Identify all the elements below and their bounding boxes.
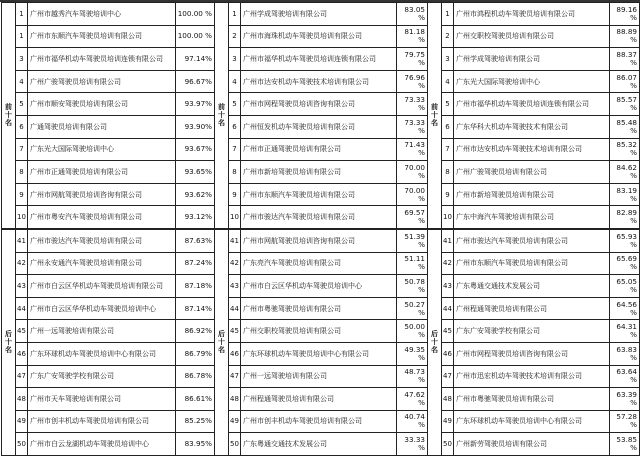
pass-rate-cell: 85.57 % [610,93,640,116]
rank-cell: 46 [442,342,454,365]
group-label-bottom-ten: 后十名 [428,229,442,455]
pass-rate-cell: 86.78% [176,365,215,388]
table-row [428,410,640,433]
pass-rate-cell: 86.61% [176,388,215,411]
pass-rate-cell: 88.89 % [610,25,640,48]
table-row [215,433,428,456]
table-row [428,275,640,298]
rank-cell: 50 [229,433,241,456]
school-name-cell: 广州市福华机动车驾驶员培训连锁有限公司 [28,48,176,71]
ranking-table [214,2,428,456]
rank-cell: 42 [16,252,28,275]
rank-cell: 3 [442,48,454,71]
table-row [2,70,215,93]
rank-cell: 49 [442,410,454,433]
pass-rate-cell: 93.62% [176,183,215,206]
pass-rate-cell: 65.93 % [610,229,640,252]
school-name-cell: 广州市粤安汽车驾驶员培训有限公司 [28,206,176,229]
table-row [2,320,215,343]
school-name-cell: 广东环球机动车驾驶员培训中心有限公司 [241,342,397,365]
pass-rate-cell: 70.00 % [397,161,428,184]
rank-cell: 41 [229,229,241,252]
pass-rate-cell: 86.79% [176,342,215,365]
school-name-cell: 广州市骏达汽车驾驶员培训有限公司 [241,206,397,229]
pass-rate-cell: 73.33 % [397,93,428,116]
table-row [428,70,640,93]
pass-rate-cell: 48.73 % [397,365,428,388]
table-row [428,229,640,252]
pass-rate-cell: 73.33 % [397,115,428,138]
school-name-cell: 广州永安通汽车驾驶员培训有限公司 [28,252,176,275]
rank-cell: 9 [16,183,28,206]
school-name-cell: 广州恒发机动车驾驶员培训有限公司 [241,115,397,138]
table-row [215,297,428,320]
pass-rate-cell: 50.78 % [397,275,428,298]
rank-cell: 8 [442,161,454,184]
group-label-bottom-ten: 后十名 [215,229,229,455]
school-name-cell: 广东广安驾驶学校有限公司 [454,320,610,343]
school-name-cell: 广通驾驶员培训有限公司 [28,115,176,138]
pass-rate-cell: 33.33 % [397,433,428,456]
rank-cell: 42 [229,252,241,275]
pass-rate-cell: 57.28 % [610,410,640,433]
pass-rate-cell: 79.75 % [397,48,428,71]
pass-rate-cell: 64.31 % [610,320,640,343]
pass-rate-cell: 70.00 % [397,183,428,206]
rank-cell: 3 [16,48,28,71]
rank-cell: 10 [16,206,28,229]
pass-rate-cell: 47.62 % [397,388,428,411]
table-row [2,433,215,456]
table-row [2,161,215,184]
rank-cell: 41 [442,229,454,252]
rank-cell: 47 [442,365,454,388]
school-name-cell: 广州市正通驾驶员培训有限公司 [241,138,397,161]
school-name-cell: 广州市白云区华机动车驾驶员培训有限公司 [28,275,176,298]
pass-rate-cell: 64.56 % [610,297,640,320]
rank-cell: 7 [229,138,241,161]
pass-rate-cell: 93.65% [176,161,215,184]
pass-rate-cell: 87.63% [176,229,215,252]
rank-cell: 5 [16,93,28,116]
table-row [215,138,428,161]
table-row [2,3,215,26]
table-row [215,252,428,275]
pass-rate-cell: 89.16 % [610,3,640,26]
rank-cell: 2 [442,25,454,48]
table-row [428,3,640,26]
pass-rate-cell: 83.19 % [610,183,640,206]
school-name-cell: 广州广骏驾驶员培训有限公司 [454,161,610,184]
ranking-panel-3 [427,2,640,456]
table-row [428,138,640,161]
school-name-cell: 广州市福华机动车驾驶员培训连锁有限公司 [241,48,397,71]
rank-cell: 10 [442,206,454,229]
table-row [215,25,428,48]
table-row [428,161,640,184]
school-name-cell: 广东粤通交通技术发展公司 [241,433,397,456]
table-row [2,93,215,116]
pass-rate-cell: 63.64 % [610,365,640,388]
table-row [2,48,215,71]
rank-cell: 4 [229,70,241,93]
table-row [2,25,215,48]
rank-cell: 6 [229,115,241,138]
rank-cell: 8 [16,161,28,184]
school-name-cell: 广州市正通驾驶员培训有限公司 [28,161,176,184]
table-row [215,3,428,26]
rank-cell: 9 [442,183,454,206]
school-name-cell: 广州市创丰机动车驾驶员培训有限公司 [241,410,397,433]
school-name-cell: 广东光大国际驾驶培训中心 [454,70,610,93]
table-row [428,297,640,320]
pass-rate-cell: 87.14% [176,297,215,320]
rank-cell: 44 [229,297,241,320]
school-name-cell: 广州学成驾驶培训有限公司 [241,3,397,26]
table-row [215,410,428,433]
rank-cell: 9 [229,183,241,206]
rank-cell: 1 [16,25,28,48]
table-row [2,297,215,320]
rank-cell: 44 [16,297,28,320]
pass-rate-cell: 63.83 % [610,342,640,365]
school-name-cell: 广州市粤驰驾驶员培训有限公司 [241,297,397,320]
table-row [215,183,428,206]
school-name-cell: 广州程通驾驶员培训有限公司 [454,297,610,320]
pass-rate-cell: 100.00 % [176,25,215,48]
pass-rate-cell: 81.18 % [397,25,428,48]
rank-cell: 49 [16,410,28,433]
school-name-cell: 广州市达安机动车驾驶技术培训有限公司 [454,138,610,161]
table-row [215,342,428,365]
table-row [428,433,640,456]
rank-cell: 7 [442,138,454,161]
table-row [2,342,215,365]
table-row [428,48,640,71]
rank-cell: 48 [16,388,28,411]
rank-cell: 46 [229,342,241,365]
rank-cell: 1 [442,3,454,26]
rank-cell: 2 [229,25,241,48]
rank-cell: 6 [16,115,28,138]
pass-rate-cell: 93.97% [176,93,215,116]
school-name-cell: 广东华科大机动车驾驶技术有限公司 [454,115,610,138]
table-row [428,115,640,138]
school-name-cell: 广东光大国际驾驶培训中心 [28,138,176,161]
ranking-table [1,2,215,456]
table-row [2,229,215,252]
school-name-cell: 广州市网程驾驶员培训咨询有限公司 [454,342,610,365]
table-row [215,388,428,411]
rank-cell: 5 [442,93,454,116]
pass-rate-cell: 93.67% [176,138,215,161]
school-name-cell: 广州市创丰机动车驾驶员培训有限公司 [28,410,176,433]
rank-cell: 45 [442,320,454,343]
school-name-cell: 广州程通驾驶员培训有限公司 [241,388,397,411]
pass-rate-cell: 83.95% [176,433,215,456]
pass-rate-cell: 40.74 % [397,410,428,433]
table-row [215,320,428,343]
table-row [428,320,640,343]
pass-rate-cell: 96.67% [176,70,215,93]
rank-cell: 8 [229,161,241,184]
school-name-cell: 广州市白云区华华机动车驾驶员培训中心 [28,297,176,320]
table-row [428,206,640,229]
school-name-cell: 广州一远驾驶培训有限公司 [241,365,397,388]
pass-rate-cell: 86.07 % [610,70,640,93]
rank-cell: 44 [442,297,454,320]
rank-cell: 45 [16,320,28,343]
table-row [215,93,428,116]
school-name-cell: 广东亮汽车驾驶员培训有限公司 [241,252,397,275]
table-row [428,93,640,116]
rank-cell: 43 [442,275,454,298]
pass-rate-cell: 50.27 % [397,297,428,320]
table-row [428,388,640,411]
rank-cell: 47 [229,365,241,388]
table-row [215,365,428,388]
pass-rate-cell: 51.39 % [397,229,428,252]
pass-rate-cell: 85.48 % [610,115,640,138]
table-row [2,388,215,411]
pass-rate-cell: 93.12% [176,206,215,229]
pass-rate-cell: 93.90% [176,115,215,138]
school-name-cell: 广州市福华机动车驾驶员培训连锁有限公司 [454,93,610,116]
school-name-cell: 广东环球机动车驾驶员培训中心有限公司 [28,342,176,365]
table-row [215,275,428,298]
pass-rate-cell: 87.24% [176,252,215,275]
rank-cell: 42 [442,252,454,275]
school-name-cell: 广州市东顺汽车驾驶员培训有限公司 [241,183,397,206]
ranking-panel-2 [214,2,428,456]
rank-cell: 48 [442,388,454,411]
pass-rate-cell: 87.18% [176,275,215,298]
school-name-cell: 广州市迅宏机动车驾驶技术培训有限公司 [454,365,610,388]
school-name-cell: 广州市粤驰驾驶员培训有限公司 [454,388,610,411]
school-name-cell: 广州市鸿程机动车驾驶员培训有限公司 [454,3,610,26]
rank-cell: 47 [16,365,28,388]
school-name-cell: 广州交职校驾驶员培训有限公司 [454,25,610,48]
school-name-cell: 广东环球机动车驾驶员培训中心有限公司 [454,410,610,433]
school-name-cell: 广州市海珠机动车驾驶员培训有限公司 [241,25,397,48]
group-label-top-ten: 前十名 [428,3,442,229]
table-row [215,229,428,252]
rank-cell: 49 [229,410,241,433]
school-name-cell: 广州市白云龙湖机动车驾驶员培训中心 [28,433,176,456]
school-name-cell: 广州市天车驾驶培训有限公司 [28,388,176,411]
ranking-table [427,2,640,456]
table-row [2,410,215,433]
school-name-cell: 广东中海汽车驾驶培训有限公司 [454,206,610,229]
table-row [215,161,428,184]
rank-cell: 4 [442,70,454,93]
school-name-cell: 广州市顺安驾驶员培训有限公司 [28,93,176,116]
rank-cell: 4 [16,70,28,93]
school-name-cell: 广州市越秀汽车驾驶培训中心 [28,3,176,26]
school-name-cell: 广州市新培驾驶员培训有限公司 [454,183,610,206]
rank-cell: 45 [229,320,241,343]
school-name-cell: 广州交职校驾驶员培训有限公司 [241,320,397,343]
school-name-cell: 广州市东顺汽车驾驶员培训有限公司 [28,25,176,48]
pass-rate-cell: 88.37 % [610,48,640,71]
pass-rate-cell: 51.11 % [397,252,428,275]
school-name-cell: 广州一远驾驶培训有限公司 [28,320,176,343]
table-row [215,70,428,93]
rank-cell: 1 [16,3,28,26]
rank-cell: 48 [229,388,241,411]
table-row [428,252,640,275]
pass-rate-cell: 85.25% [176,410,215,433]
group-label-bottom-ten: 后十名 [2,229,16,455]
pass-rate-cell: 86.92% [176,320,215,343]
pass-rate-cell: 65.69 % [610,252,640,275]
rank-cell: 50 [442,433,454,456]
school-name-cell: 广州市新培驾驶员培训有限公司 [241,161,397,184]
group-label-top-ten: 前十名 [2,3,16,229]
pass-rate-cell: 82.89 % [610,206,640,229]
rank-cell: 3 [229,48,241,71]
school-name-cell: 广州市网航驾驶员培训咨询有限公司 [28,183,176,206]
school-name-cell: 广州广骏驾驶员培训有限公司 [28,70,176,93]
rank-cell: 1 [229,3,241,26]
school-name-cell: 广州新劳驾驶员培训有限公司 [454,433,610,456]
rank-cell: 46 [16,342,28,365]
rank-cell: 6 [442,115,454,138]
table-row [2,252,215,275]
table-row [2,183,215,206]
rank-cell: 7 [16,138,28,161]
rank-cell: 5 [229,93,241,116]
rank-cell: 43 [229,275,241,298]
pass-rate-cell: 69.57 % [397,206,428,229]
pass-rate-cell: 97.14% [176,48,215,71]
ranking-panel-1 [1,2,215,456]
pass-rate-cell: 65.05 % [610,275,640,298]
school-name-cell: 广州市网程驾驶员培训咨询有限公司 [241,93,397,116]
table-row [428,342,640,365]
pass-rate-cell: 49.35 % [397,342,428,365]
school-name-cell: 广州学成驾驶培训有限公司 [454,48,610,71]
pass-rate-cell: 53.85 % [610,433,640,456]
pass-rate-cell: 71.43 % [397,138,428,161]
group-label-top-ten: 前十名 [215,3,229,229]
rank-cell: 10 [229,206,241,229]
table-row [2,138,215,161]
table-row [215,48,428,71]
pass-rate-cell: 100.00 % [176,3,215,26]
pass-rate-cell: 85.32 % [610,138,640,161]
table-row [2,115,215,138]
table-row [428,365,640,388]
table-row [2,275,215,298]
pass-rate-cell: 63.39 % [610,388,640,411]
pass-rate-cell: 83.05 % [397,3,428,26]
school-name-cell: 广州市达安机动车驾驶技术培训有限公司 [241,70,397,93]
school-name-cell: 广州市骏达汽车驾驶员培训有限公司 [454,229,610,252]
school-name-cell: 广东广安驾驶学校有限公司 [28,365,176,388]
school-name-cell: 广州市东顺汽车驾驶员培训有限公司 [454,252,610,275]
school-name-cell: 广州市网航驾驶员培训咨询有限公司 [241,229,397,252]
table-row [428,25,640,48]
school-name-cell: 广州市白云区华机动车驾驶员培训中心 [241,275,397,298]
pass-rate-cell: 50.00 % [397,320,428,343]
table-row [428,183,640,206]
rank-cell: 41 [16,229,28,252]
table-row [215,115,428,138]
pass-rate-cell: 76.96 % [397,70,428,93]
table-row [2,206,215,229]
school-name-cell: 广州市骏达汽车驾驶员培训有限公司 [28,229,176,252]
pass-rate-cell: 84.62 % [610,161,640,184]
rank-cell: 43 [16,275,28,298]
school-name-cell: 广东粤通交通技术发展公司 [454,275,610,298]
table-row [2,365,215,388]
table-row [215,206,428,229]
rank-cell: 50 [16,433,28,456]
